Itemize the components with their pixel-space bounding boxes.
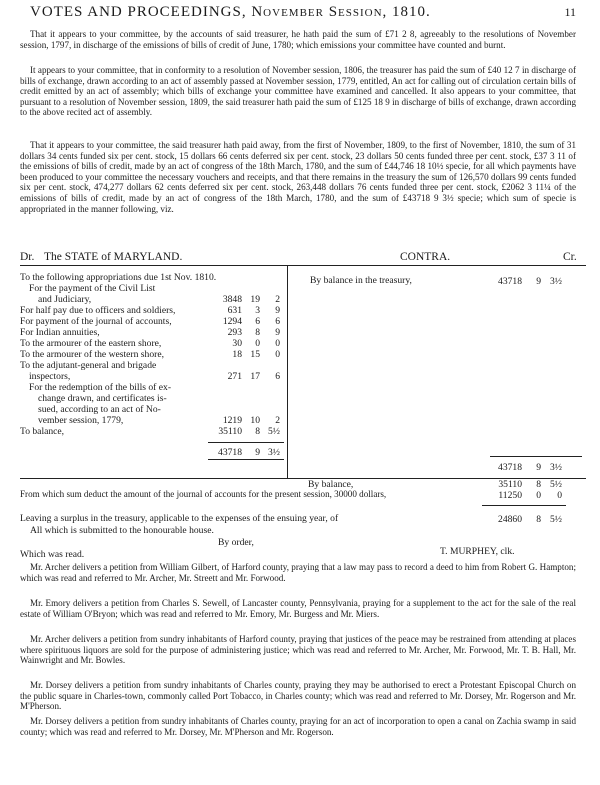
debit-line: To balance, xyxy=(20,426,65,437)
column-divider xyxy=(287,266,288,478)
debit-pounds: 18 xyxy=(232,349,242,360)
surplus-pence: 5½ xyxy=(550,514,562,525)
surplus-pounds: 24860 xyxy=(498,514,522,525)
by-order-line: By order, xyxy=(218,537,254,548)
debit-total-shillings: 9 xyxy=(255,447,260,458)
debit-pounds: 3848 xyxy=(222,294,242,305)
debit-pounds: 35110 xyxy=(218,426,242,437)
which-was-read: Which was read. xyxy=(20,549,85,560)
by-balance-pounds: 35110 xyxy=(498,479,522,490)
debit-shillings: 6 xyxy=(255,316,260,327)
debit-pence: 9 xyxy=(275,305,280,316)
credit-total-pence: 3½ xyxy=(550,462,562,473)
paragraph-bills-of-exchange: It appears to your committee, that in conformity to a resolution of November session, 1806, the treasurer has paid the sum of £40 12 7 in discharge of bills of exchange, drawn according to an act of assembly passed at November session, 1779, entitled, An act for calling out of circulation certain bills of credit emitted by an act of assembly; which bills of exchange your committee have examined and cancelled. It also appears to your committee, that pursuant to a resolution of November session, 1809, the said treasurer hath paid the sum of £125 18 9 in discharge of bills of exchange, drawn according to the above recited act of assembly. xyxy=(20,65,576,118)
debit-sum-rule xyxy=(208,442,284,443)
debit-total-pence: 3½ xyxy=(268,447,280,458)
account-heading: The STATE of MARYLAND. xyxy=(44,251,183,263)
debit-shillings: 10 xyxy=(250,415,260,426)
dr-label: Dr. xyxy=(20,251,35,263)
surplus-shillings: 8 xyxy=(536,514,541,525)
debit-line: For payment of the journal of accounts, xyxy=(20,316,172,327)
debit-pence: 2 xyxy=(275,294,280,305)
credit-total-shillings: 9 xyxy=(536,462,541,473)
debit-pence: 5½ xyxy=(268,426,280,437)
debit-line: To the armourer of the eastern shore, xyxy=(20,338,162,349)
debit-line: and Judiciary, xyxy=(38,294,92,305)
credit-pence: 3½ xyxy=(550,276,562,287)
debit-line: sued, according to an act of No- xyxy=(38,404,161,415)
by-balance-shillings: 8 xyxy=(536,479,541,490)
petition-zachia-canal: Mr. Dorsey delivers a petition from sundry inhabitants of Charles county, praying for an act of incorporation to open a canal on Zachia swamp in said county; which was read and referred to Mr. Dorsey, Mr. M'Pherson and Mr. Rogerson. xyxy=(20,716,576,737)
debit-shillings: 0 xyxy=(255,338,260,349)
petition-sewell: Mr. Emory delivers a petition from Charles S. Sewell, of Lancaster county, Pennsylvania, praying for a supplement to the act for the sale of the real estate of William O'Bryon; which was read and referred to Mr. Emory, Mr. Burgess and Mr. Miers. xyxy=(20,598,576,619)
deduct-pounds: 11250 xyxy=(498,490,522,501)
debit-shillings: 19 xyxy=(250,294,260,305)
page-number: 11 xyxy=(564,5,576,19)
debit-line: For half pay due to officers and soldiers, xyxy=(20,305,176,316)
debit-pounds: 30 xyxy=(232,338,242,349)
debit-pounds: 271 xyxy=(227,371,242,382)
cr-label: Cr. xyxy=(563,251,577,263)
running-header xyxy=(30,4,576,24)
debit-pounds: 1219 xyxy=(222,415,242,426)
debit-pence: 2 xyxy=(275,415,280,426)
petition-episcopal-church: Mr. Dorsey delivers a petition from sundry inhabitants of Charles county, praying they may be authorised to erect a Protestant Episcopal Church on the public square in Charles-town, commonly called Port Tobacco, in Charles county; which was read and referred to Mr. Dorsey, Mr. Rogerson and Mr. M'Pherson. xyxy=(20,680,576,712)
paragraph-emissions-burnt: That it appears to your committee, by the accounts of said treasurer, he hath paid the sum of £71 2 8, agreeably to the resolutions of November session, 1797, in discharge of the emissions of bills of credit of June, 1780; which emissions your committee have counted and burnt. xyxy=(20,29,576,50)
deduct-pence: 0 xyxy=(557,490,562,501)
debit-line: For the payment of the Civil List xyxy=(29,283,156,294)
debit-shillings: 15 xyxy=(250,349,260,360)
debit-line: For Indian annuities, xyxy=(20,327,100,338)
debit-total-rule xyxy=(208,459,284,460)
debit-pence: 0 xyxy=(275,349,280,360)
debit-pence: 0 xyxy=(275,338,280,349)
debit-line: To the armourer of the western shore, xyxy=(20,349,164,360)
deduct-shillings: 0 xyxy=(536,490,541,501)
submitted-line: All which is submitted to the honourable house. xyxy=(30,525,214,536)
surplus-rule xyxy=(482,505,566,506)
debit-total-pounds: 43718 xyxy=(218,447,242,458)
petition-gilbert: Mr. Archer delivers a petition from William Gilbert, of Harford county, praying that a law may pass to record a deed to him from Robert G. Hampton; which was read and referred to Mr. Archer, Mr. Streett and Mr. Forwood. xyxy=(20,562,576,583)
credit-shillings: 9 xyxy=(536,276,541,287)
petition-harford-justices: Mr. Archer delivers a petition from sundry inhabitants of Harford county, praying that justices of the peace may be restrained from attending at places where spirituous liquors are sold for the purpose of administering justice; which was read and referred to Mr. Archer, Mr. Forwood, Mr. T. B. Hall, Mr. Wainwright and Mr. Bowles. xyxy=(20,634,576,666)
debit-pence: 6 xyxy=(275,316,280,327)
contra-label: CONTRA. xyxy=(400,251,451,263)
debit-line: To the adjutant-general and brigade xyxy=(20,360,157,371)
surplus-line: Leaving a surplus in the treasury, applicable to the expenses of the ensuing year, of xyxy=(20,513,339,524)
deduct-line: From which sum deduct the amount of the journal of accounts for the present session, 30000 dollars, xyxy=(20,489,387,499)
account-table xyxy=(20,265,586,479)
debit-pence: 9 xyxy=(275,327,280,338)
by-balance-pence: 5½ xyxy=(550,479,562,490)
debit-pounds: 631 xyxy=(227,305,242,316)
debit-shillings: 8 xyxy=(255,327,260,338)
credit-label: By balance in the treasury, xyxy=(310,275,412,286)
credit-total-pounds: 43718 xyxy=(498,462,522,473)
debit-line: vember session, 1779, xyxy=(38,415,124,426)
credit-sum-rule xyxy=(490,456,582,457)
debit-line: To the following appropriations due 1st Nov. 1810. xyxy=(20,272,217,283)
credit-pounds: 43718 xyxy=(498,276,522,287)
debit-line: inspectors, xyxy=(29,371,71,382)
paragraph-treasury-payments: That it appears to your committee, the said treasurer hath paid away, from the first of November, 1809, to the first of November, 1810, the sum of 31 dollars 34 cents funded six per cent. stock, 15 dollars 66 cents deferred six per cent. stock, 23 dollars 50 cents funded three per cent. stock, £37 3 11 of the emissions of bills of credit, made by an act of congress of the 18th March, 1780, and the sum of £44,746 18 10½ specie, for all which payments have been produced to your committee the necessary vouchers and receipts, and that there remains in the treasury the sum of 126,570 dollars 99 cents funded six per cent. stock, 474,277 dollars 62 cents deferred six per cent. stock, 263,448 dollars 76 cents funded three per cent. stock, £2062 3 11¼ of the emissions of bills of credit, made by an act of congress of the 18th March, 1780, and the sum of £43718 9 3½ specie; which sum of specie is appropriated in the manner following, viz. xyxy=(20,140,576,214)
header-title: VOTES AND PROCEEDINGS, November Session, 1810. xyxy=(30,4,431,20)
debit-shillings: 8 xyxy=(255,426,260,437)
debit-pounds: 293 xyxy=(227,327,242,338)
debit-shillings: 17 xyxy=(250,371,260,382)
debit-pence: 6 xyxy=(275,371,280,382)
debit-line: For the redemption of the bills of ex- xyxy=(29,382,172,393)
debit-pounds: 1294 xyxy=(222,316,242,327)
debit-shillings: 3 xyxy=(255,305,260,316)
by-balance-label: By balance, xyxy=(308,479,354,490)
clerk-signature: T. MURPHEY, clk. xyxy=(440,546,515,557)
debit-line: change drawn, and certificates is- xyxy=(38,393,167,404)
